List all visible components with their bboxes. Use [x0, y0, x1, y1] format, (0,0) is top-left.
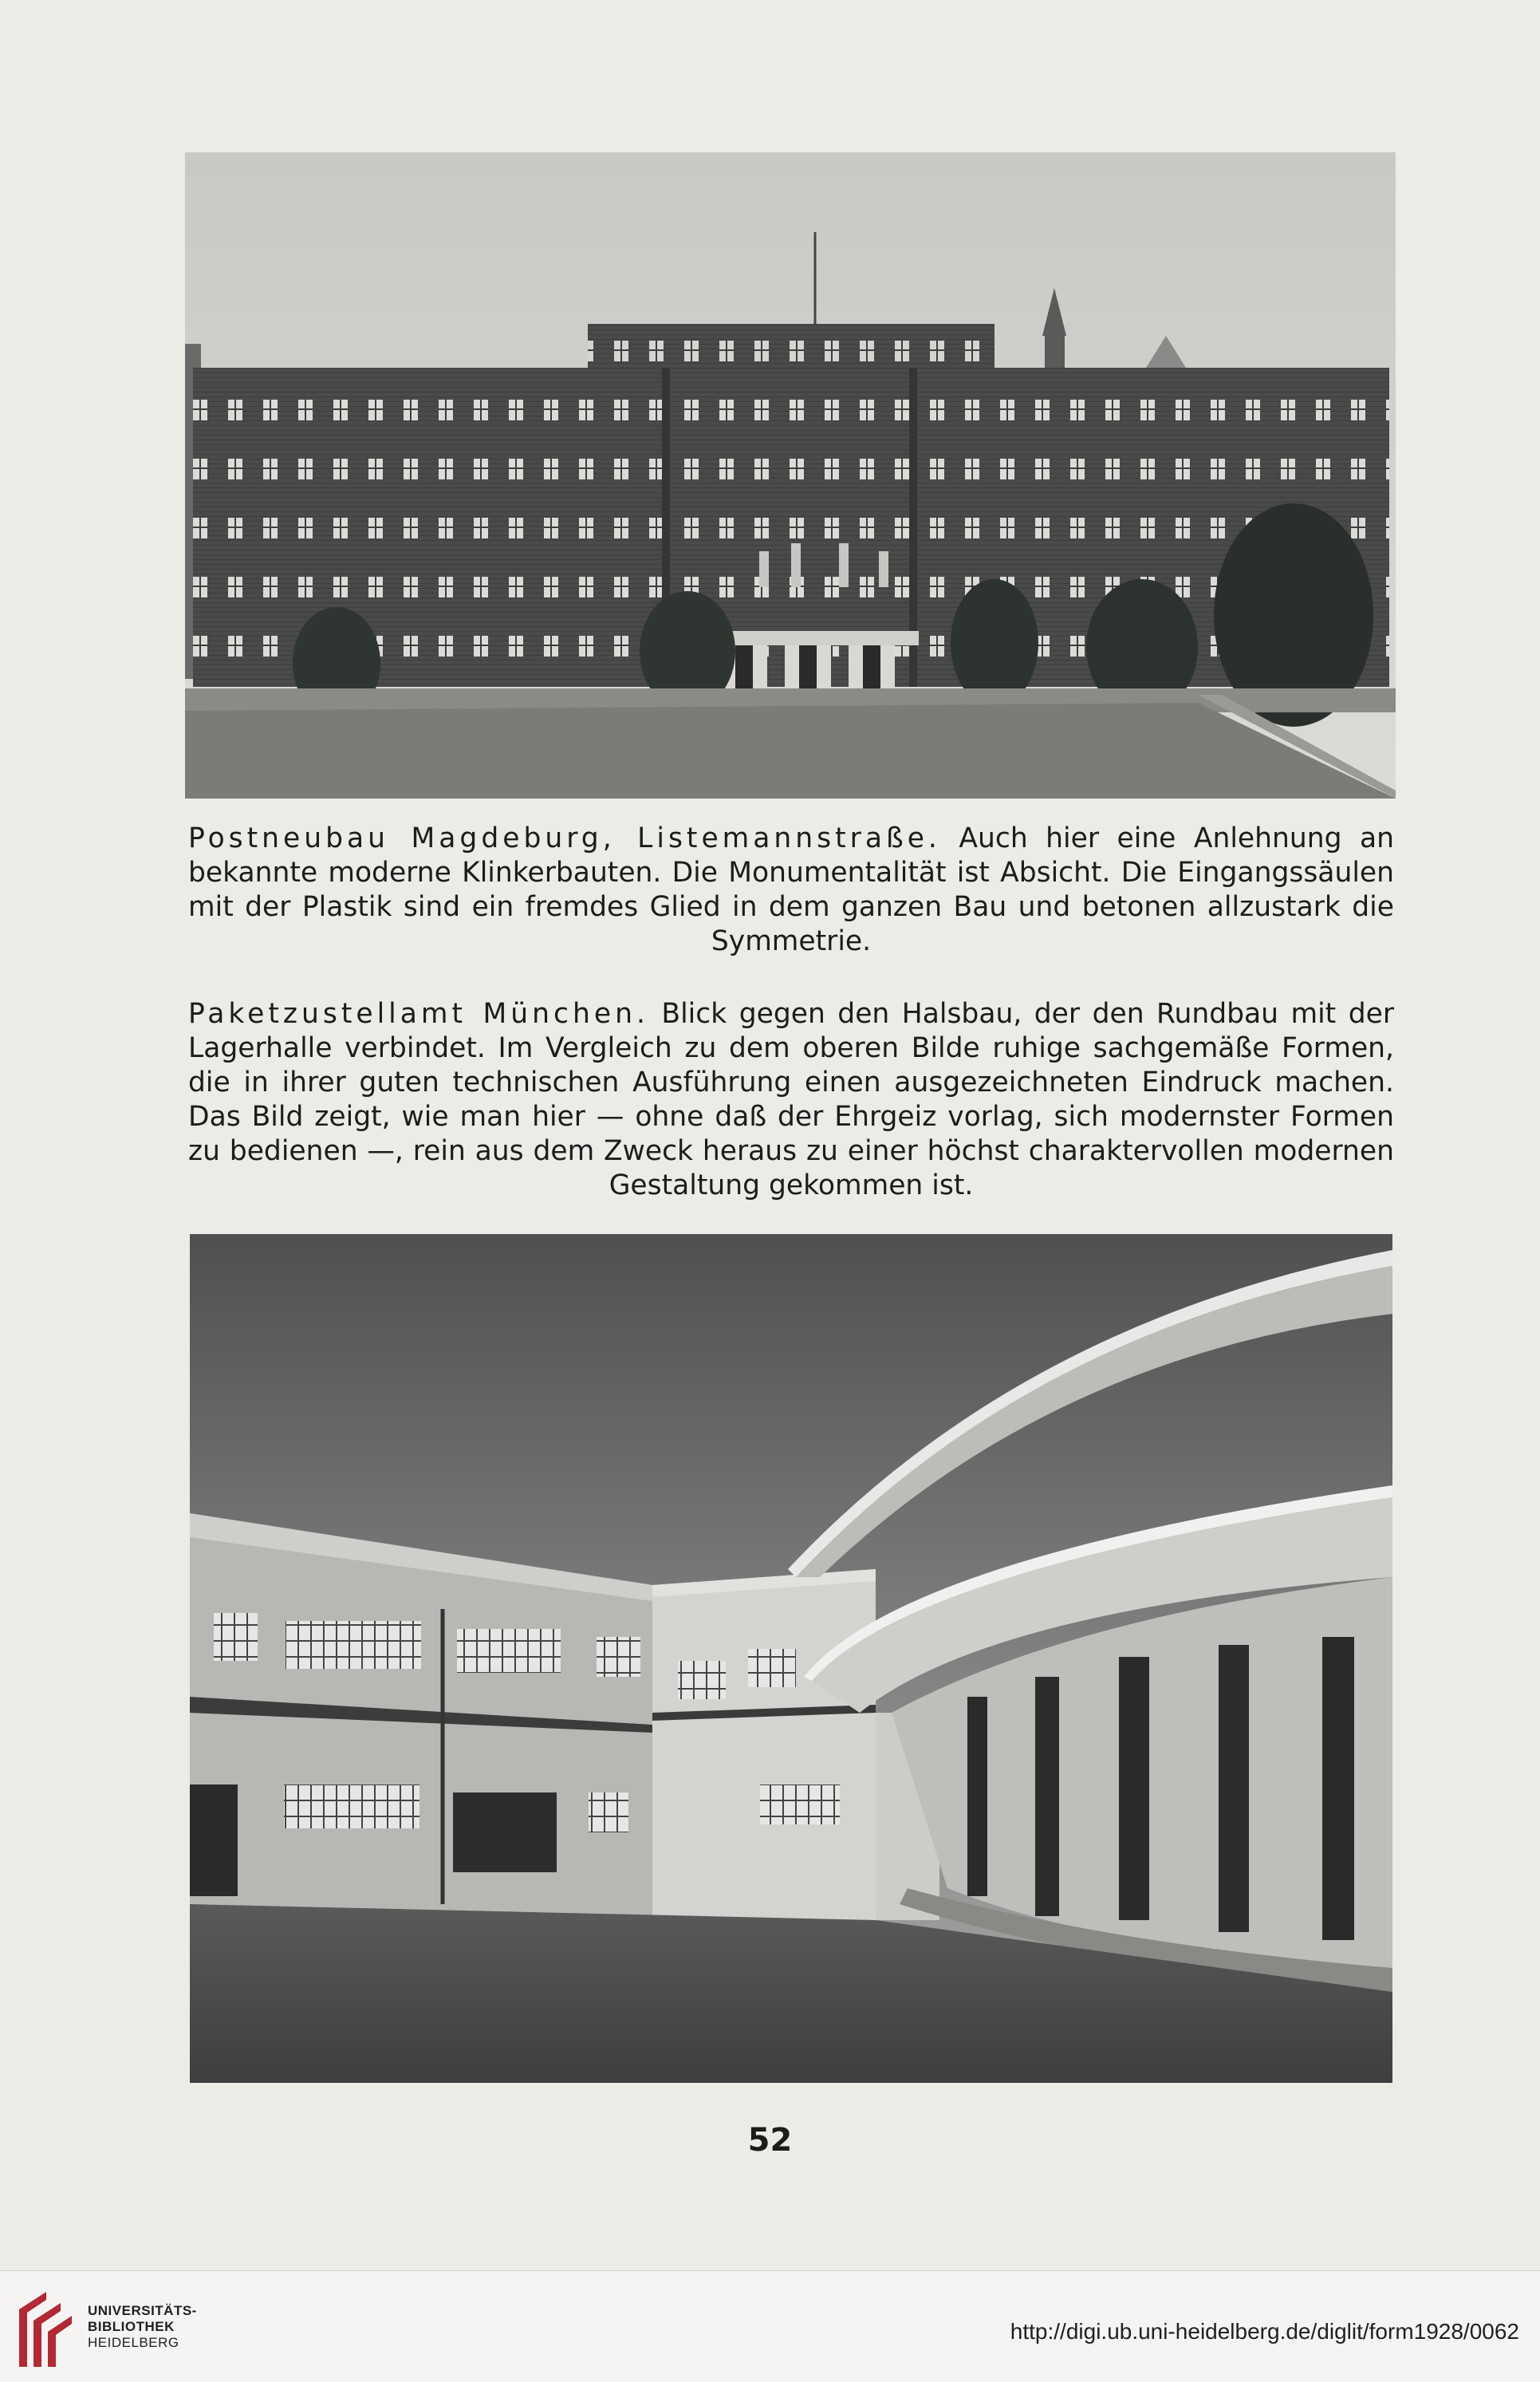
photo-postneubau-magdeburg — [185, 152, 1396, 799]
logo-line-1: UNIVERSITÄTS- — [88, 2303, 197, 2318]
footer-bar — [0, 2270, 1540, 2382]
logo-line-2: BIBLIOTHEK — [88, 2319, 175, 2334]
caption-postneubau-magdeburg — [188, 822, 1394, 959]
permalink-url[interactable]: http://digi.ub.uni-heidelberg.de/diglit/form1928/0062 — [1010, 2319, 1519, 2344]
caption-paketzustellamt-muenchen — [188, 997, 1394, 1203]
logo-line-3: HEIDELBERG — [88, 2335, 179, 2350]
ub-heidelberg-logo-icon[interactable] — [16, 2287, 75, 2370]
caption-text: Blick gegen den Halsbau, der den Rundbau mit der Lagerhalle verbindet. Im Vergleich zu dem oberen Bilde ruhige sachgemäße Formen, die in ihrer guten technischen Ausführung einen ausgezeichneten Eindruck machen. Das Bild zeigt, wie man hier — ohne daß der Ehrgeiz vorlag, sich modernster Formen zu bedienen —, rein aus dem Zweck heraus zu einer höchst charaktervollen modernen Gestaltung gekommen ist. — [188, 998, 1395, 1201]
page-number: 52 — [747, 2122, 793, 2159]
caption-title: Paketzustellamt München. — [188, 998, 649, 1030]
photo-paketzustellamt-muenchen — [190, 1234, 1392, 2083]
caption-title: Postneubau Magdeburg, Listemannstraße. — [188, 822, 941, 854]
library-logo-text — [88, 2303, 197, 2351]
caption-text: Auch hier eine Anlehnung an bekannte moderne Klinkerbauten. Die Monumentalität ist Absicht. Die Eingangssäulen mit der Plastik sind ein fremdes Glied in dem ganzen Bau und betonen allzustark die Symmetrie. — [188, 822, 1395, 957]
